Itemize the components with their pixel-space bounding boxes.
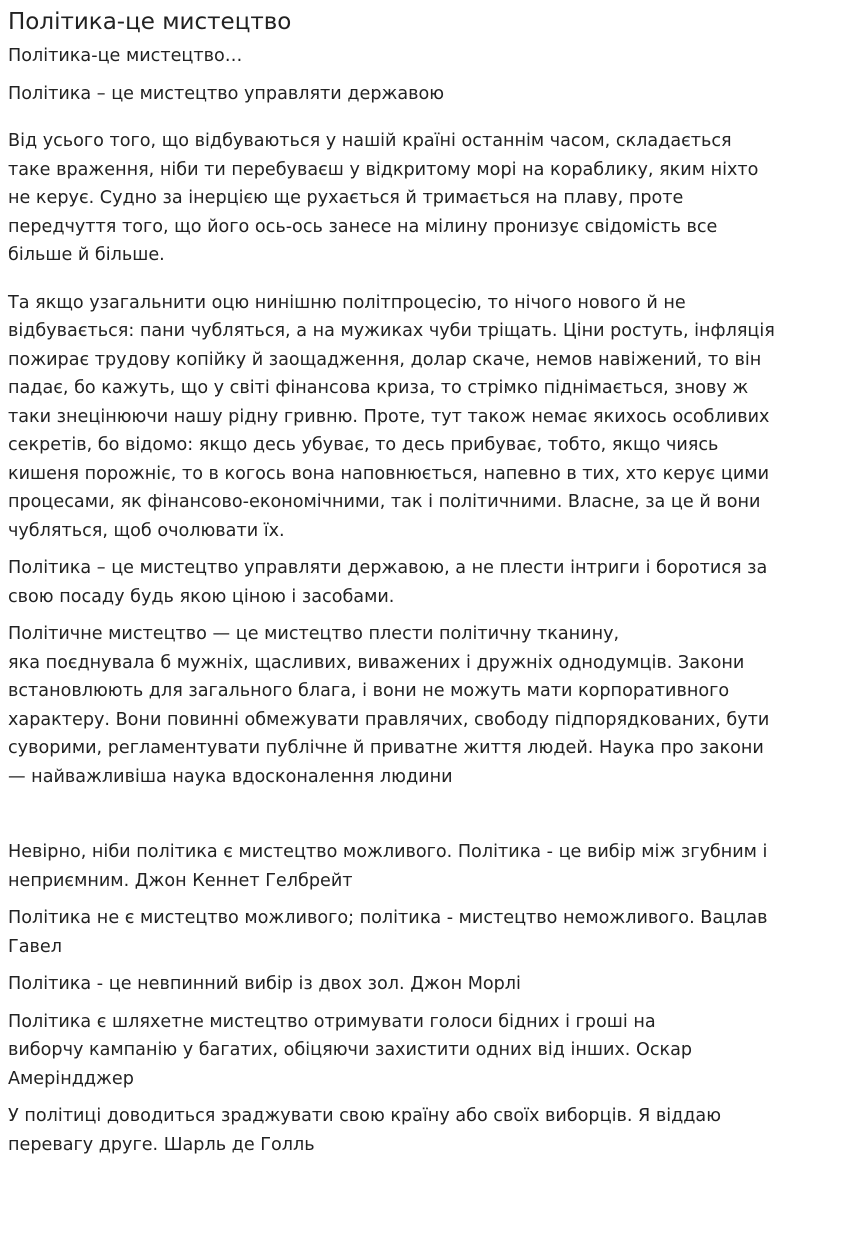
page-title: Політика-це мистецтво [8,9,292,35]
quote: Політика є шляхетне мистецтво отримувати голоси бідних і гроші на виборчу кампанію у багатих, обіцяючи захистити одних від інших. Оскар Амеріндджер [8,1011,693,1089]
article-paragraph: Політика – це мистецтво управляти державою, а не плести інтриги і боротися за свою посаду будь якою ціною і засобами. [8,558,768,607]
article-lead: Політика-це мистецтво… [8,46,243,66]
quote: Невірно, ніби політика є мистецтво можливого. Політика - це вибір між згубним і неприємним. Джон Кеннет Гелбрейт [8,842,768,891]
quote: Політика - це невпинний вибір із двох зол. Джон Морлі [8,974,521,994]
quote: Політика не є мистецтво можливого; політика - мистецтво неможливого. Вацлав Гавел [8,908,768,957]
article-subtitle: Політика – це мистецтво управляти державою [8,83,445,104]
quote: У політиці доводиться зраджувати свою країну або своїх виборців. Я віддаю перевагу друге. Шарль де Голль [8,1106,722,1155]
article-paragraph: Політичне мистецтво — це мистецтво плести політичну тканину, яка поєднувала б мужніх, щасливих, виважених і дружніх однодумців. Закони встановлюють для загального блага, і вони не можуть мати корпоративного характеру. Вони повинні обмежувати правлячих, свободу підпорядкованих, бути суворими, регламентувати публічне й приватне життя людей. Наука про закони — найважливіша наука вдосконалення людини [8,624,770,787]
article-paragraph: Та якщо узагальнити оцю нинішню політпроцесію, то нічого нового й не відбувається: пани чубляться, а на мужиках чуби тріщать. Ціни ростуть, інфляція пожирає трудову копійку й заощадження, долар скаче, немов навіжений, то він падає, бо кажуть, що у світі фінансова криза, то стрімко піднімається, знову ж таки знецінюючи нашу рідну гривню. Проте, тут також немає якихось особливих секретів, бо відомо: якщо десь убуває, то десь прибуває, тобто, якщо чиясь кишеня порожніє, то в когось вона наповнюється, напевно в тих, хто керує цими процесами, як фінансово-економічними, так і політичними. Власне, за це й вони чубляться, щоб очолювати їх. [8,292,775,541]
article-paragraph: Від усього того, що відбуваються у нашій країні останнім часом, складається таке враження, ніби ти перебуваєш у відкритому морі на кораблику, яким ніхто не керує. Судно за інерцією ще рухається й тримається на плаву, проте передчуття того, що його ось-ось занесе на мілину пронизує свідомість все більше й більше. [8,131,759,265]
